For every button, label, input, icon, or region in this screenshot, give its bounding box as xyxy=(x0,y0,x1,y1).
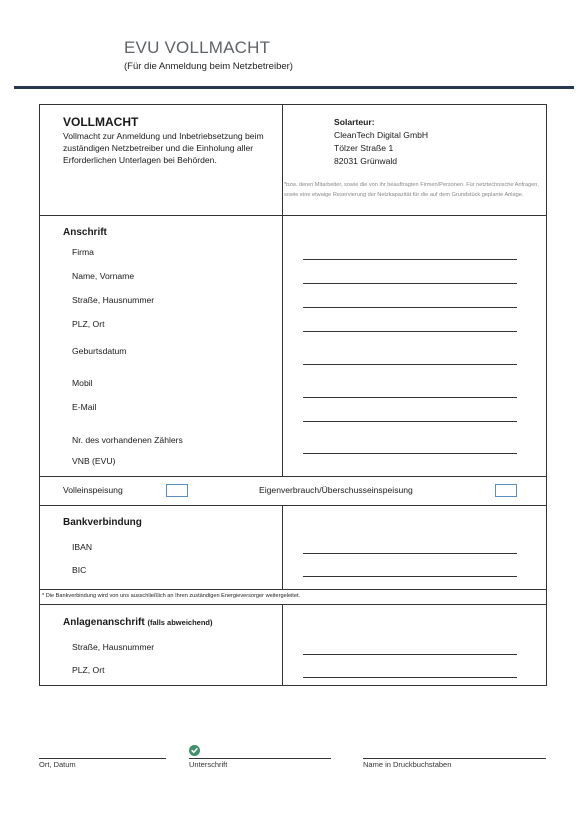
volleinspeisung-label: Volleinspeisung xyxy=(63,485,123,495)
volleinspeisung-checkbox[interactable] xyxy=(166,484,188,497)
field-label-firma: Firma xyxy=(72,247,94,257)
vollmacht-section xyxy=(39,104,547,216)
document-subtitle: (Für die Anmeldung beim Netzbetreiber) xyxy=(124,61,293,72)
anschrift-heading: Anschrift xyxy=(63,227,107,238)
input-line-bic[interactable] xyxy=(303,576,517,577)
header-divider xyxy=(14,86,574,89)
input-line-email[interactable] xyxy=(303,421,517,422)
solarteur-footnote: *bzw. deren Mitarbeiter, sowie die von ihr beauftragten Firmen/Personen. Für netztechnische Anfragen, sowie eine etwaige Reservierung der Netzkapazität für die auf dem Grundstück geplante Anlage. xyxy=(284,182,539,198)
column-divider xyxy=(282,605,283,685)
input-line-anlage-strasse[interactable] xyxy=(303,654,517,655)
signature-label: Unterschrift xyxy=(189,760,228,769)
input-line-geburtsdatum[interactable] xyxy=(303,364,517,365)
solarteur-label: Solarteur: xyxy=(334,117,375,127)
column-divider xyxy=(282,506,283,589)
input-line-firma[interactable] xyxy=(303,259,517,260)
print-name-label: Name in Druckbuchstaben xyxy=(363,760,452,769)
solarteur-company: CleanTech Digital GmbH xyxy=(334,130,429,140)
column-divider xyxy=(282,105,283,215)
anschrift-section xyxy=(39,215,547,477)
input-line-strasse[interactable] xyxy=(303,307,517,308)
field-label-mobil: Mobil xyxy=(72,378,93,388)
bank-heading: Bankverbindung xyxy=(63,517,142,528)
bank-section xyxy=(39,505,547,590)
vollmacht-description: Vollmacht zur Anmeldung und Inbetriebsetzung beim zuständigen Netzbetreiber und die Einholung aller Erforderlichen Unterlagen bei Behörden. xyxy=(63,131,264,166)
field-label-bic: BIC xyxy=(72,565,87,575)
input-line-iban[interactable] xyxy=(303,553,517,554)
anlage-heading xyxy=(63,617,212,628)
field-label-zaehler: Nr. des vorhandenen Zählers xyxy=(72,435,183,445)
input-line-mobil[interactable] xyxy=(303,397,517,398)
anlage-section xyxy=(39,604,547,686)
input-line-anlage-plz-ort[interactable] xyxy=(303,677,517,678)
anlage-heading-suffix: (falls abweichend) xyxy=(147,618,213,627)
field-label-name: Name, Vorname xyxy=(72,271,135,281)
bank-note-row xyxy=(39,589,547,605)
solarteur-city: 82031 Grünwald xyxy=(334,156,398,166)
input-line-zaehler[interactable] xyxy=(303,453,517,454)
field-label-strasse: Straße, Hausnummer xyxy=(72,295,155,305)
eigenverbrauch-label: Eigenverbrauch/Überschusseinspeisung xyxy=(259,485,413,495)
signature-line-signature[interactable] xyxy=(189,758,331,759)
field-label-plz-ort: PLZ, Ort xyxy=(72,319,105,329)
field-label-anlage-plz-ort: PLZ, Ort xyxy=(72,665,105,675)
solarteur-street: Tölzer Straße 1 xyxy=(334,143,394,153)
eigenverbrauch-checkbox[interactable] xyxy=(495,484,517,497)
field-label-email: E-Mail xyxy=(72,402,97,412)
bank-note: * Die Bankverbindung wird von uns ausschließlich an Ihren zuständigen Energieversorger weitergeleitet. xyxy=(42,593,301,599)
document-title: EVU VOLLMACHT xyxy=(124,38,271,57)
column-divider xyxy=(282,216,283,476)
place-date-label: Ort, Datum xyxy=(39,760,76,769)
anlage-heading-text: Anlagenanschrift xyxy=(63,617,145,628)
check-circle-icon xyxy=(189,745,200,756)
vollmacht-heading: VOLLMACHT xyxy=(63,115,139,129)
input-line-name[interactable] xyxy=(303,283,517,284)
signature-line-place-date[interactable] xyxy=(39,758,166,759)
einspeisung-section xyxy=(39,476,547,506)
field-label-vnb: VNB (EVU) xyxy=(72,456,116,466)
field-label-geburtsdatum: Geburtsdatum xyxy=(72,346,127,356)
signature-line-print-name[interactable] xyxy=(363,758,546,759)
field-label-anlage-strasse: Straße, Hausnummer xyxy=(72,642,155,652)
input-line-plz-ort[interactable] xyxy=(303,331,517,332)
field-label-iban: IBAN xyxy=(72,542,93,552)
